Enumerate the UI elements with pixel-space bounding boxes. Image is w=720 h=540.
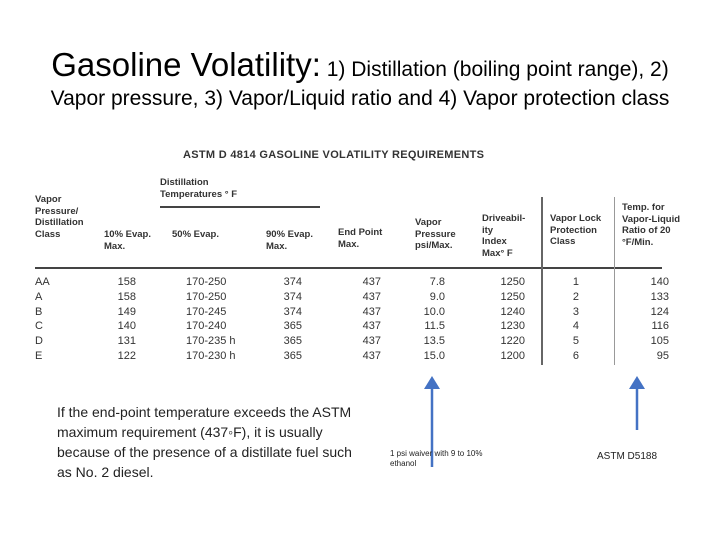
table-cell-e90: 365 xyxy=(283,335,302,348)
note-waiver: 1 psi waiver with 9 to 10% ethanol xyxy=(390,449,483,468)
header-endpoint: End Point Max. xyxy=(338,227,383,250)
table-cell-e10: 158 xyxy=(117,276,136,288)
table-cell-t: 105 xyxy=(650,335,669,348)
slide-title-line2: Vapor pressure, 3) Vapor/Liquid ratio and 4) Vapor protection class xyxy=(50,87,670,110)
table-cell-t: 95 xyxy=(656,350,669,362)
table-title: ASTM D 4814 GASOLINE VOLATILITY REQUIREMENTS xyxy=(183,149,485,161)
table-cell-t: 133 xyxy=(650,290,669,303)
table-cell-vp: 9.0 xyxy=(429,290,445,303)
header-evap90: 90% Evap. Max. xyxy=(266,229,313,252)
table-cell-e10: 131 xyxy=(117,335,136,348)
table-cell-e10: 122 xyxy=(117,350,136,362)
table-cell-cls: D xyxy=(35,335,43,348)
table-cell-t: 140 xyxy=(650,276,669,288)
header-evap10: 10% Evap. Max. xyxy=(104,229,151,252)
table-cell-e50: 170-240 xyxy=(186,320,227,333)
table-cell-di: 1240 xyxy=(500,305,525,318)
header-evap50: 50% Evap. xyxy=(172,229,219,240)
table-cell-e10: 140 xyxy=(117,320,136,333)
table-cell-e10: 149 xyxy=(117,305,136,318)
table-cell-vlc: 2 xyxy=(572,290,579,303)
table-cell-vlc: 3 xyxy=(572,305,579,318)
header-temp-vl: Temp. for Vapor-Liquid Ratio of 20 °F/Min. xyxy=(622,202,681,248)
table-cell-e90: 374 xyxy=(283,290,302,303)
table-cell-cls: B xyxy=(35,305,43,318)
header-distillation-group: Distillation Temperatures ° F xyxy=(160,177,238,200)
table-cell-e10: 158 xyxy=(117,290,136,303)
header-vapor-lock: Vapor Lock Protection Class xyxy=(550,213,602,247)
table-cell-di: 1200 xyxy=(500,350,525,362)
table-cell-vp: 10.0 xyxy=(423,305,445,318)
arrow-up-icon xyxy=(627,375,647,430)
table-cell-vp: 7.8 xyxy=(429,276,445,288)
table-cell-vlc: 5 xyxy=(572,335,579,348)
table-cell-cls: E xyxy=(35,350,43,362)
table-cell-vp: 15.0 xyxy=(423,350,445,362)
table-cell-e50: 170-235 h xyxy=(186,335,236,348)
header-driveability: Driveabil- ity Index Max° F xyxy=(482,213,526,259)
table-cell-cls: A xyxy=(35,290,43,303)
note-endpoint: If the end-point temperature exceeds the ASTM maximum requirement (437◦F), it is usually because of the presence of a distillate fuel such as No. 2 diesel. xyxy=(57,404,352,480)
table-cell-e50: 170-250 xyxy=(186,276,227,288)
table-cell-ep: 437 xyxy=(362,335,381,348)
table-cell-vlc: 1 xyxy=(572,276,579,288)
rule-header-bottom xyxy=(35,267,662,269)
header-vapor-pressure: Vapor Pressure psi/Max. xyxy=(415,217,456,251)
table-cell-e90: 374 xyxy=(283,305,302,318)
rule-under-group xyxy=(160,206,320,208)
table-cell-di: 1250 xyxy=(500,276,525,288)
table-cell-ep: 437 xyxy=(362,276,381,288)
header-class: Vapor Pressure/ Distillation Class xyxy=(35,194,84,240)
table-cell-e50: 170-245 xyxy=(186,305,227,318)
table-cell-e50: 170-250 xyxy=(186,290,227,303)
slide-title-main: Gasoline Volatility: xyxy=(51,46,321,83)
table-cell-ep: 437 xyxy=(362,350,381,362)
rule-vertical-1 xyxy=(541,197,543,365)
table-cell-di: 1220 xyxy=(500,335,525,348)
note-astm: ASTM D5188 xyxy=(597,451,658,462)
slide-title-line1 xyxy=(0,46,720,84)
table-cell-ep: 437 xyxy=(362,305,381,318)
table-cell-di: 1230 xyxy=(500,320,525,333)
table-cell-ep: 437 xyxy=(362,320,381,333)
table-cell-t: 124 xyxy=(650,305,669,318)
rule-vertical-2 xyxy=(614,197,615,365)
table-cell-e90: 365 xyxy=(283,320,302,333)
table-cell-t: 116 xyxy=(651,320,669,333)
slide-title-line1-rest: 1) Distillation (boiling point range), 2) xyxy=(320,58,669,81)
table-cell-e50: 170-230 h xyxy=(186,350,236,362)
table-cell-e90: 365 xyxy=(283,350,302,362)
table-cell-cls: C xyxy=(35,320,43,333)
table-cell-vp: 11.5 xyxy=(424,320,445,333)
table-cell-e90: 374 xyxy=(283,276,302,288)
table-cell-vlc: 4 xyxy=(572,320,579,333)
table-cell-di: 1250 xyxy=(500,290,525,303)
table-cell-vp: 13.5 xyxy=(423,335,445,348)
table-cell-cls: AA xyxy=(35,276,50,288)
table-cell-vlc: 6 xyxy=(572,350,579,362)
table-cell-ep: 437 xyxy=(362,290,381,303)
